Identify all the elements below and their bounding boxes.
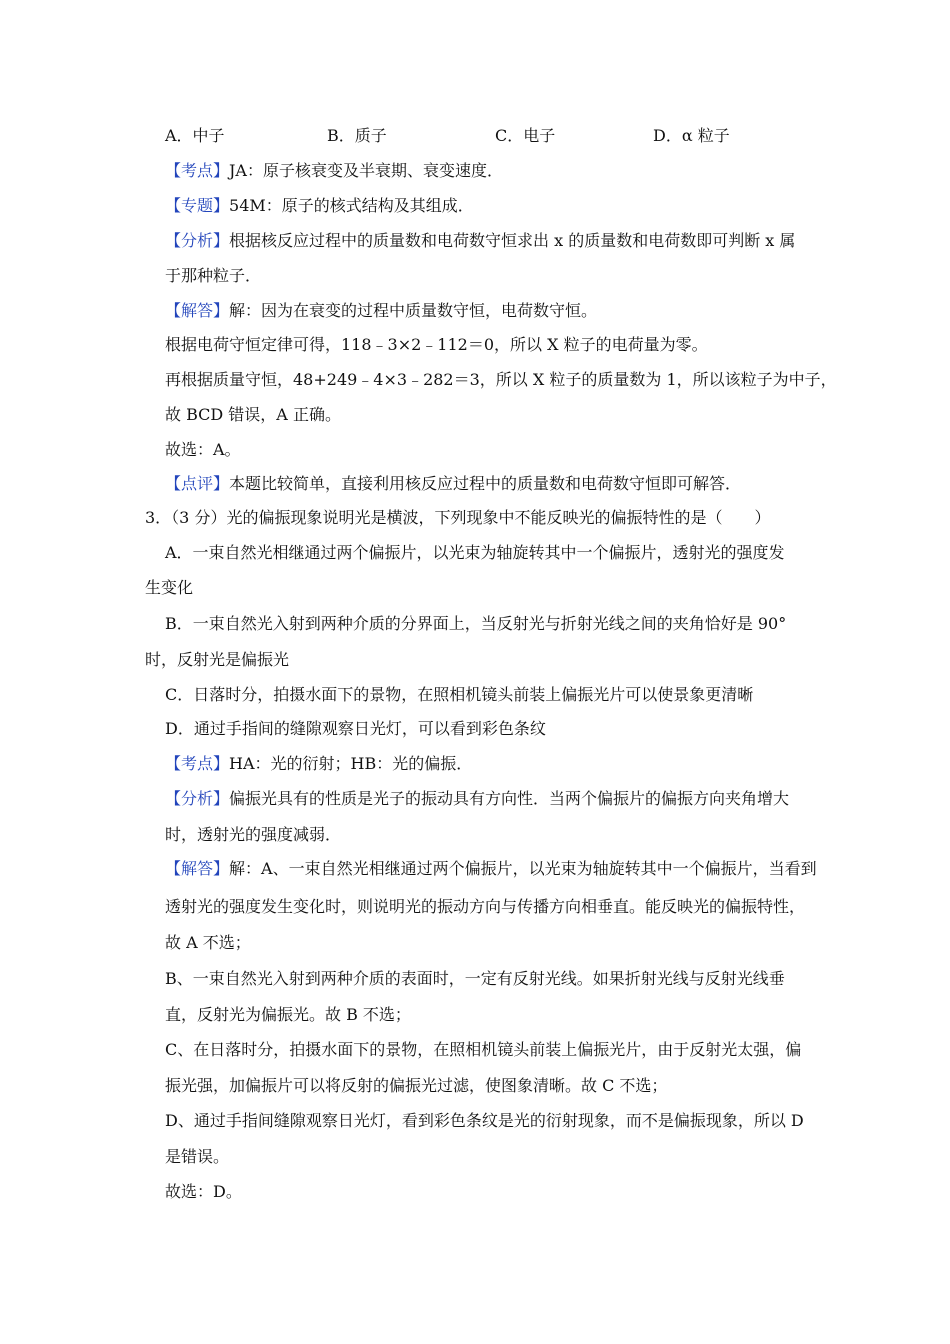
- q2-option-c: C．电子: [495, 126, 556, 145]
- fenxi-tag: 【分析】: [165, 789, 230, 808]
- q3-jieda-text-4: B、一束自然光入射到两种介质的表面时，一定有反射光线。如果折射光线与反射光线垂: [165, 969, 785, 988]
- q2-kaodian: [165, 160, 503, 182]
- fenxi-tag: 【分析】: [165, 231, 230, 250]
- q2-jieda: [165, 300, 597, 322]
- q3-option-c: C．日落时分，拍摄水面下的景物，在照相机镜头前装上偏振光片可以使景象更清晰: [165, 685, 754, 704]
- q2-option-a: A．中子: [165, 126, 225, 145]
- q2-fenxi: [165, 230, 795, 252]
- q3-jieda-text-2: 透射光的强度发生变化时，则说明光的振动方向与传播方向相垂直。能反映光的偏振特性，: [165, 897, 806, 916]
- q2-dianping-text: 本题比较简单，直接利用核反应过程中的质量数和电荷数守恒即可解答．: [229, 474, 742, 493]
- q3-jieda-text-1: 解：A、一束自然光相继通过两个偏振片，以光束为轴旋转其中一个偏振片，当看到: [229, 859, 817, 878]
- q3-option-a-1: A．一束自然光相继通过两个偏振片，以光束为轴旋转其中一个偏振片，透射光的强度发: [165, 543, 785, 562]
- q3-option-d: D．通过手指间的缝隙观察日光灯，可以看到彩色条纹: [165, 719, 546, 738]
- q2-zhuanti: [165, 195, 474, 217]
- q3-kaodian: [165, 753, 472, 775]
- q3-fenxi-text-2: 时，透射光的强度减弱．: [165, 825, 342, 844]
- q3-jieda-text-6: C、在日落时分，拍摄水面下的景物，在照相机镜头前装上偏振光片，由于反射光太强，偏: [165, 1040, 802, 1059]
- q2-kaodian-text: JA：原子核衰变及半衰期、衰变速度．: [229, 161, 503, 180]
- q2-jieda-text-1: 解：因为在衰变的过程中质量数守恒，电荷数守恒。: [229, 301, 598, 320]
- jieda-tag: 【解答】: [165, 301, 230, 320]
- q3-jieda-text-8: D、通过手指间缝隙观察日光灯，看到彩色条纹是光的衍射现象，而不是偏振现象，所以 D: [165, 1111, 804, 1130]
- q3-option-b-1: B．一束自然光入射到两种介质的分界面上，当反射光与折射光线之间的夹角恰好是 90°: [165, 614, 787, 633]
- q3-jieda-text-9: 是错误。: [165, 1147, 230, 1166]
- q2-fenxi-text-2: 于那种粒子．: [165, 266, 262, 285]
- q2-jieda-text-4: 故 BCD 错误，A 正确。: [165, 405, 341, 424]
- q3-kaodian-text: HA：光的衍射；HB：光的偏振．: [229, 754, 473, 773]
- q2-fenxi-text-1: 根据核反应过程中的质量数和电荷数守恒求出 x 的质量数和电荷数即可判断 x 属: [229, 231, 796, 250]
- q2-guxuan: 故选：A。: [165, 440, 241, 459]
- q3-option-a-2: 生变化: [145, 578, 194, 597]
- q2-jieda-text-2: 根据电荷守恒定律可得，118﹣3×2﹣112＝0，所以 X 粒子的电荷量为零。: [165, 335, 708, 354]
- q3-jieda-text-3: 故 A 不选；: [165, 933, 251, 952]
- q3-option-b-2: 时，反射光是偏振光: [145, 650, 290, 669]
- q3-guxuan: 故选：D。: [165, 1182, 242, 1201]
- dianping-tag: 【点评】: [165, 474, 230, 493]
- q2-jieda-text-3: 再根据质量守恒，48+249﹣4×3﹣282＝3，所以 X 粒子的质量数为 1，所以该粒子为中子，: [165, 370, 837, 389]
- q2-zhuanti-text: 54M：原子的核式结构及其组成．: [229, 196, 474, 215]
- zhuanti-tag: 【专题】: [165, 196, 230, 215]
- q2-dianping: [165, 473, 741, 495]
- jieda-tag: 【解答】: [165, 859, 230, 878]
- q3-jieda-text-7: 振光强，加偏振片可以将反射的偏振光过滤，使图象清晰。故 C 不选；: [165, 1076, 668, 1095]
- q3-jieda-text-5: 直，反射光为偏振光。故 B 不选；: [165, 1005, 411, 1024]
- kaodian-tag: 【考点】: [165, 754, 230, 773]
- q2-option-b: B．质子: [327, 126, 387, 145]
- q3-fenxi: [165, 788, 789, 810]
- kaodian-tag: 【考点】: [165, 161, 230, 180]
- q3-fenxi-text-1: 偏振光具有的性质是光子的振动具有方向性．当两个偏振片的偏振方向夹角增大: [229, 789, 790, 808]
- q2-option-d: D．α 粒子: [653, 126, 730, 145]
- q3-question: 3．（3 分）光的偏振现象说明光是横波，下列现象中不能反映光的偏振特性的是（ ）: [145, 508, 771, 527]
- q3-jieda: [165, 858, 817, 880]
